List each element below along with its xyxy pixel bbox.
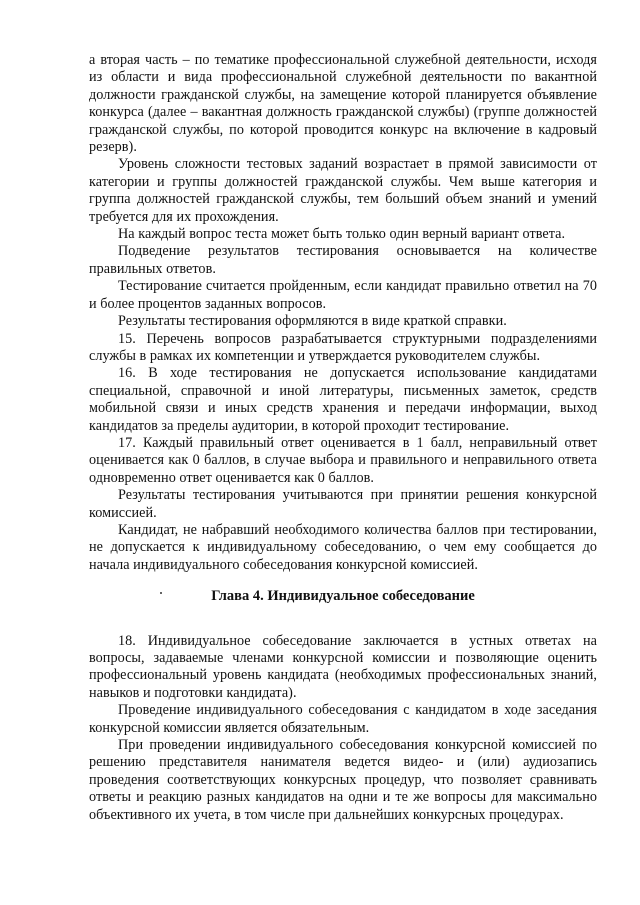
paragraph: 18. Индивидуальное собеседование заключается в устных ответах на вопросы, задаваемые членами конкурсной комиссии и позволяющие оценить профессиональный уровень кандидата (необходимых профессиональных знаний, навыков и подготовки кандидата). [89, 632, 597, 701]
scan-speck [160, 592, 162, 594]
paragraph: Кандидат, не набравший необходимого количества баллов при тестировании, не допускается к индивидуальному собеседованию, о чем ему сообщается до начала индивидуального собеседования конкурсной комиссией. [89, 521, 597, 573]
document-page [89, 52, 597, 824]
paragraph: Уровень сложности тестовых заданий возрастает в прямой зависимости от категории и группы должностей гражданской службы. Чем выше категория и группа должностей гражданской службы, тем больший объем знаний и умений требуется для их прохождения. [89, 156, 597, 225]
paragraph: 16. В ходе тестирования не допускается использование кандидатами специальной, справочной и иной литературы, письменных заметок, средств мобильной связи и иных средств хранения и передачи информации, выход кандидатов за пределы аудитории, в которой проходит тестирование. [89, 365, 597, 434]
text-section-testing [89, 52, 597, 574]
text-section-interview [89, 633, 597, 824]
paragraph: Тестирование считается пройденным, если кандидат правильно ответил на 70 и более процентов заданных вопросов. [89, 278, 597, 312]
paragraph: а вторая часть – по тематике профессиональной служебной деятельности, исходя из области и вида профессиональной служебной деятельности по вакантной должности гражданской службы, на замещение которой планируется объявление конкурса (далее – вакантная должность гражданской службы) (группе должностей гражданской службы, по которой проводится конкурс на включение в кадровый резерв). [89, 52, 597, 156]
paragraph: 17. Каждый правильный ответ оценивается в 1 балл, неправильный ответ оценивается как 0 баллов, в случае выбора и правильного и неправильного ответа одновременно ответ оценивается как 0 баллов. [89, 434, 597, 486]
paragraph: Проведение индивидуального собеседования с кандидатом в ходе заседания конкурсной комиссии является обязательным. [89, 702, 597, 736]
paragraph: При проведении индивидуального собеседования конкурсной комиссией по решению представителя нанимателя ведется видео- и (или) аудиозапись проведения соответствующих конкурсных процедур, что позволяет сравнивать ответы и реакцию разных кандидатов на одни и те же вопросы для максимально объективного их учета, в том числе при дальнейших конкурсных процедурах. [89, 737, 597, 823]
paragraph: На каждый вопрос теста может быть только один верный вариант ответа. [118, 226, 566, 243]
paragraph: Подведение результатов тестирования основывается на количестве правильных ответов. [89, 243, 597, 277]
paragraph: Результаты тестирования оформляются в виде краткой справки. [118, 313, 507, 330]
paragraph: 15. Перечень вопросов разрабатывается структурными подразделениями службы в рамках их компетенции и утверждается руководителем службы. [89, 330, 597, 364]
paragraph: Результаты тестирования учитываются при принятии решения конкурсной комиссией. [89, 487, 597, 521]
chapter-heading: Глава 4. Индивидуальное собеседование [211, 588, 475, 605]
